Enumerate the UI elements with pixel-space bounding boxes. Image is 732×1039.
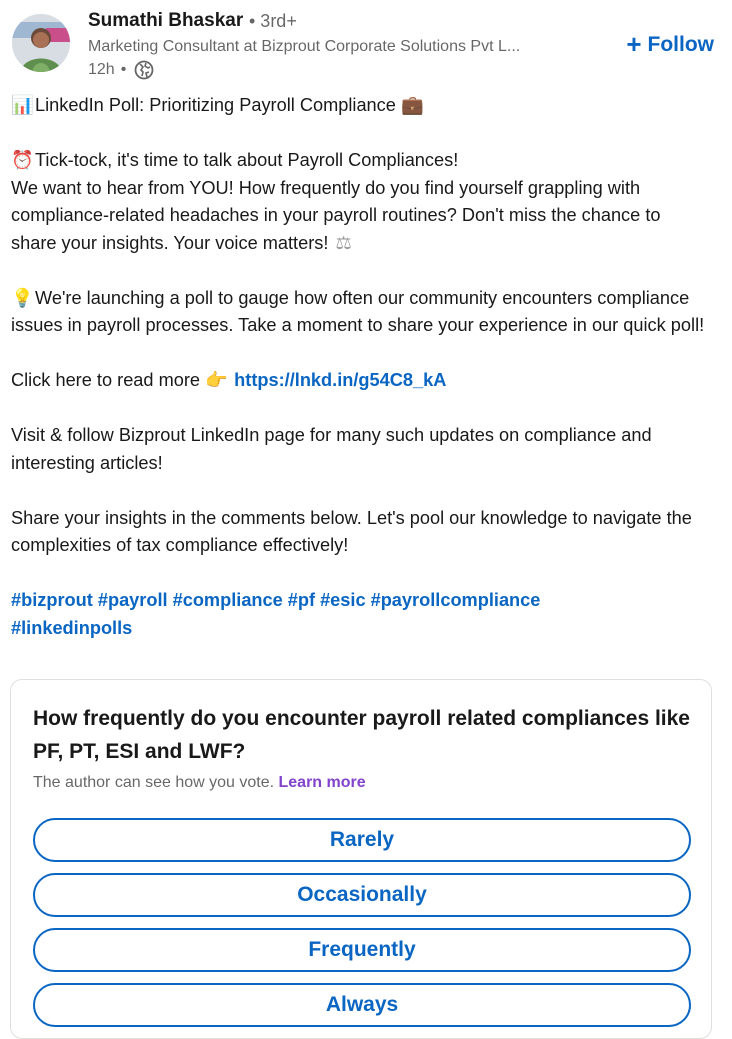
author-name[interactable]: Sumathi Bhaskar (88, 10, 244, 31)
scales-icon: ⚖ (335, 232, 352, 253)
hashtag[interactable]: #compliance (172, 590, 283, 610)
paragraph-follow (11, 422, 711, 477)
poll-option-occasionally[interactable]: Occasionally (33, 873, 691, 917)
poll-option-rarely[interactable]: Rarely (33, 818, 691, 862)
connection-degree: • 3rd+ (249, 11, 297, 31)
poll-option-frequently[interactable]: Frequently (33, 928, 691, 972)
post-body (11, 92, 711, 670)
read-more-text: Click here to read more (11, 370, 201, 390)
hashtag[interactable]: #bizprout (11, 590, 93, 610)
bar-chart-icon: 📊 (11, 95, 34, 115)
plus-icon: + (626, 29, 642, 59)
learn-more-link[interactable]: Learn more (278, 774, 366, 791)
follow-label: Follow (647, 33, 714, 56)
poll-disclaimer-text: The author can see how you vote. (33, 774, 275, 791)
follow-button[interactable] (626, 30, 714, 60)
paragraph-poll-intro (11, 285, 711, 340)
intro-line-1-text: Tick-tock, it's time to talk about Payroll Compliances! (35, 150, 459, 170)
hashtag[interactable]: #esic (320, 590, 366, 610)
hashtag[interactable]: #payrollcompliance (370, 590, 541, 610)
post-title (11, 92, 711, 120)
globe-icon (134, 60, 154, 80)
alarm-clock-icon: ⏰ (11, 150, 34, 170)
poll-question: How frequently do you encounter payroll related compliances like PF, PT, ESI and LWF? (33, 707, 690, 763)
hashtag-list (11, 587, 711, 642)
intro-line-2-text: We want to hear from YOU! How frequently do you find yourself grappling with compliance-related headaches in your payroll routines? Don't miss the chance to share your insights. Your voice matters! (11, 177, 661, 253)
post-title-text: LinkedIn Poll: Prioritizing Payroll Compliance (35, 95, 396, 115)
hashtag[interactable]: #payroll (97, 590, 168, 610)
pointing-hand-icon: 👉 (205, 370, 228, 390)
briefcase-icon: 💼 (400, 95, 424, 115)
avatar[interactable] (12, 14, 70, 72)
poll-intro-text: We're launching a poll to gauge how often our community encounters compliance issues in payroll processes. Take a moment to share your experience in our quick poll! (11, 287, 705, 335)
read-more-link[interactable]: https://lnkd.in/g54C8_kA (234, 370, 447, 390)
lightbulb-icon: 💡 (11, 287, 34, 308)
author-headline: Marketing Consultant at Bizprout Corporate Solutions Pvt L... (88, 38, 521, 55)
insights-text: Share your insights in the comments below. Let's pool our knowledge to navigate the complexities of tax compliance effectively! (11, 507, 692, 555)
hashtag[interactable]: #linkedinpolls (11, 617, 133, 638)
poll-option-always[interactable]: Always (33, 983, 691, 1027)
post-timestamp: 12h (88, 61, 115, 78)
poll-card (10, 679, 712, 1039)
paragraph-intro (11, 147, 711, 257)
post-header (0, 0, 732, 90)
meta-separator: • (120, 61, 127, 78)
post-meta (88, 60, 154, 80)
hashtag[interactable]: #pf (287, 590, 316, 610)
follow-text: Visit & follow Bizprout LinkedIn page for many such updates on compliance and interesting articles! (11, 425, 652, 473)
paragraph-insights (11, 505, 711, 560)
intro-line-1 (11, 147, 711, 175)
paragraph-read-more (11, 367, 711, 395)
poll-disclaimer (33, 774, 366, 792)
